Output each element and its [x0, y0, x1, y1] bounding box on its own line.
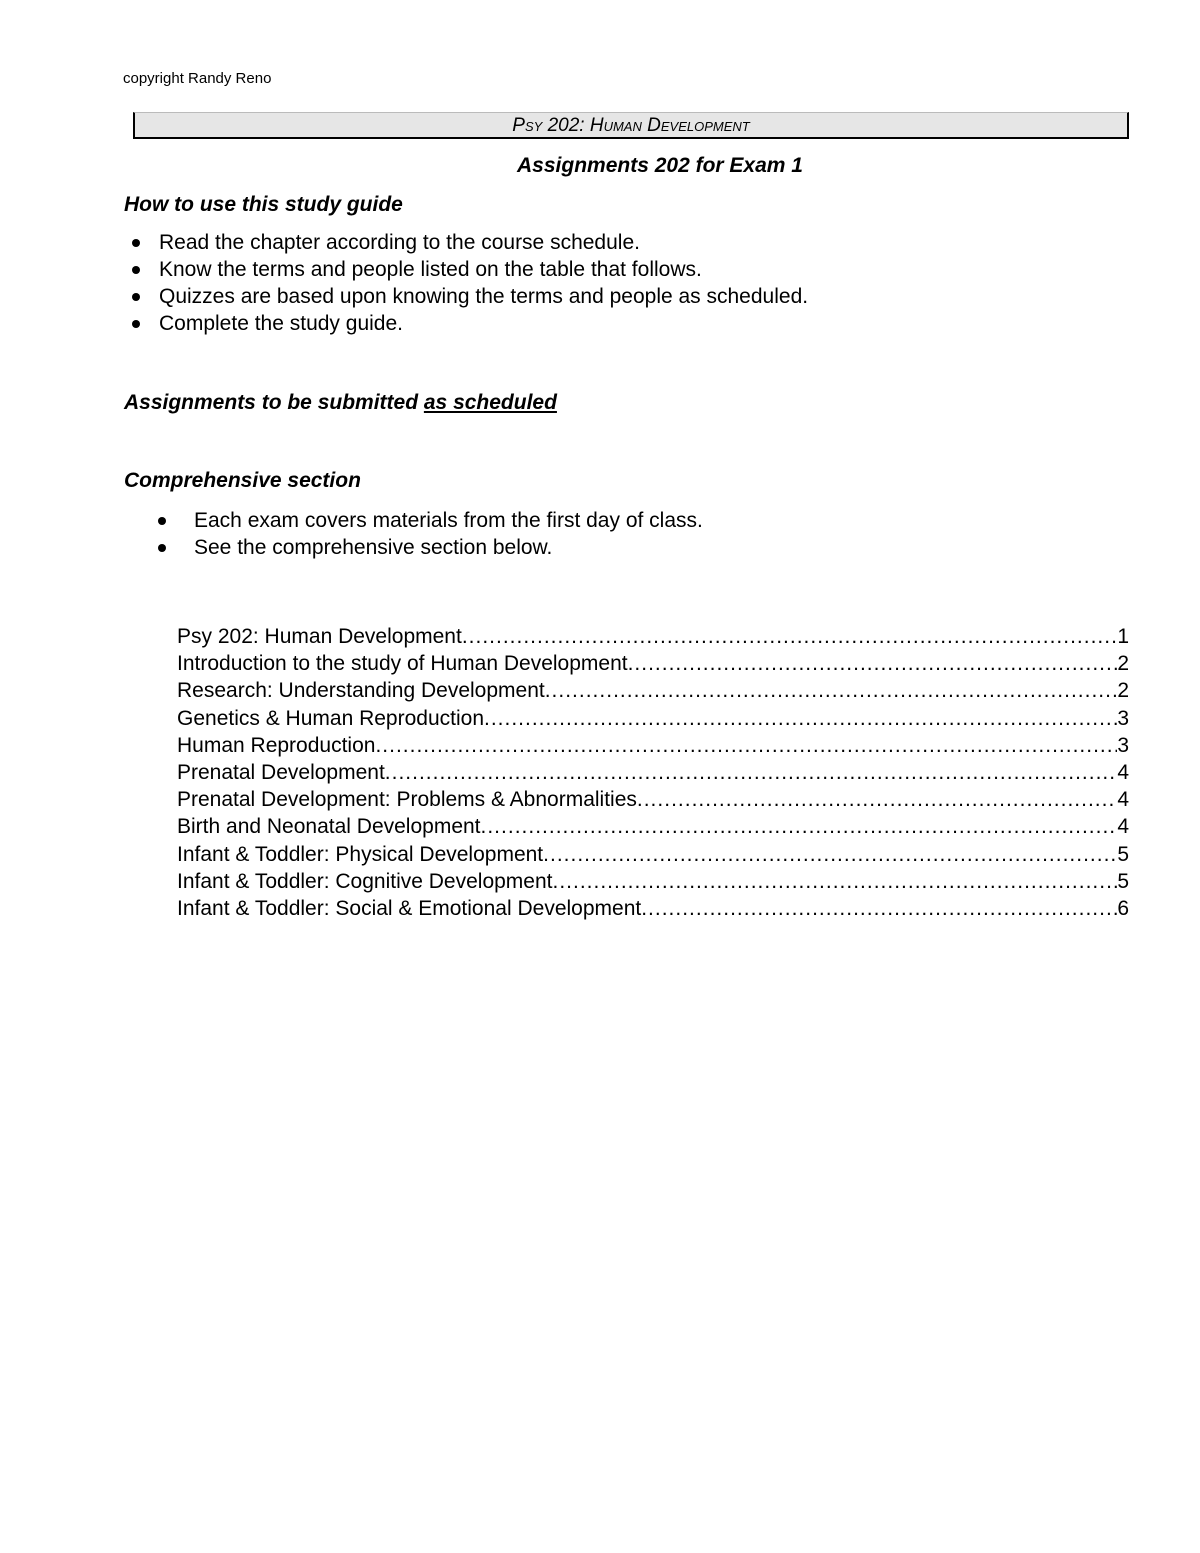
list-item: See the comprehensive section below. — [194, 534, 703, 561]
assignments-heading: Assignments to be submitted as scheduled — [124, 391, 557, 414]
list-item: Know the terms and people listed on the table that follows. — [159, 256, 808, 283]
toc-entry[interactable] — [177, 623, 1129, 650]
toc-entry-page: 1 — [1117, 625, 1129, 648]
toc-entry[interactable] — [177, 732, 1129, 759]
toc-entry-title: Prenatal Development: Problems & Abnormalities — [177, 788, 637, 812]
toc-entry-title: Genetics & Human Reproduction — [177, 706, 484, 730]
toc-entry[interactable] — [177, 786, 1129, 813]
toc-entry-title: Human Reproduction — [177, 733, 376, 757]
toc-entry-page: 4 — [1117, 788, 1129, 812]
as-scheduled-emphasis: as scheduled — [423, 391, 557, 414]
toc-entry[interactable] — [177, 895, 1129, 922]
toc-entry[interactable] — [177, 868, 1129, 895]
comprehensive-list — [194, 507, 703, 561]
list-item: Quizzes are based upon knowing the terms and people as scheduled. — [159, 283, 808, 310]
course-title: Psy 202: Human Development — [512, 115, 750, 136]
bullet-icon — [132, 239, 140, 247]
list-item: Read the chapter according to the course schedule. — [159, 229, 808, 256]
toc-entry[interactable] — [177, 650, 1129, 677]
toc-entry-page: 5 — [1117, 842, 1129, 866]
page-subtitle: Assignments 202 for Exam 1 — [517, 154, 803, 177]
bullet-icon — [132, 320, 140, 328]
toc-leader — [641, 895, 1117, 922]
list-item: Each exam covers materials from the first day of class. — [194, 507, 703, 534]
toc-entry-title: Infant & Toddler: Social & Emotional Development — [177, 896, 642, 920]
comprehensive-heading: Comprehensive section — [124, 469, 361, 492]
toc-leader — [545, 677, 1118, 704]
toc-entry[interactable] — [177, 677, 1129, 704]
toc-entry-page: 2 — [1117, 679, 1129, 703]
bullet-icon — [158, 517, 166, 525]
toc-entry-page: 3 — [1117, 706, 1129, 730]
toc-leader — [637, 786, 1117, 813]
how-to-use-heading: How to use this study guide — [124, 193, 403, 216]
toc-leader — [628, 650, 1118, 677]
table-of-contents — [177, 623, 1129, 922]
toc-entry-title: Introduction to the study of Human Development — [177, 652, 628, 676]
bullet-icon — [158, 544, 166, 552]
toc-entry-page: 5 — [1117, 869, 1129, 893]
toc-leader — [481, 813, 1118, 840]
list-item: Complete the study guide. — [159, 310, 808, 337]
toc-entry[interactable] — [177, 705, 1129, 732]
toc-leader — [385, 759, 1118, 786]
toc-entry-page: 4 — [1117, 760, 1129, 784]
toc-entry-page: 6 — [1117, 896, 1129, 920]
course-title-bar — [133, 112, 1129, 139]
toc-entry-title: Infant & Toddler: Physical Development — [177, 842, 544, 866]
toc-leader — [543, 841, 1117, 868]
bullet-icon — [132, 266, 140, 274]
toc-entry-title: Research: Understanding Development — [177, 679, 545, 703]
toc-entry-page: 4 — [1117, 815, 1129, 839]
toc-leader — [484, 705, 1117, 732]
toc-entry[interactable] — [177, 813, 1129, 840]
toc-entry-title: Birth and Neonatal Development — [177, 815, 481, 839]
toc-entry[interactable] — [177, 759, 1129, 786]
bullet-icon — [132, 293, 140, 301]
toc-entry-title: Prenatal Development — [177, 760, 385, 784]
toc-entry-page: 2 — [1117, 652, 1129, 676]
toc-entry-title: Infant & Toddler: Cognitive Development — [177, 869, 553, 893]
toc-entry[interactable] — [177, 841, 1129, 868]
how-to-use-list — [159, 229, 808, 337]
toc-leader — [553, 868, 1118, 895]
toc-leader — [375, 732, 1117, 759]
toc-entry-page: 3 — [1117, 733, 1129, 757]
copyright-notice: copyright Randy Reno — [123, 70, 272, 87]
toc-leader — [462, 623, 1118, 650]
toc-entry-title: Psy 202: Human Development — [177, 625, 462, 648]
